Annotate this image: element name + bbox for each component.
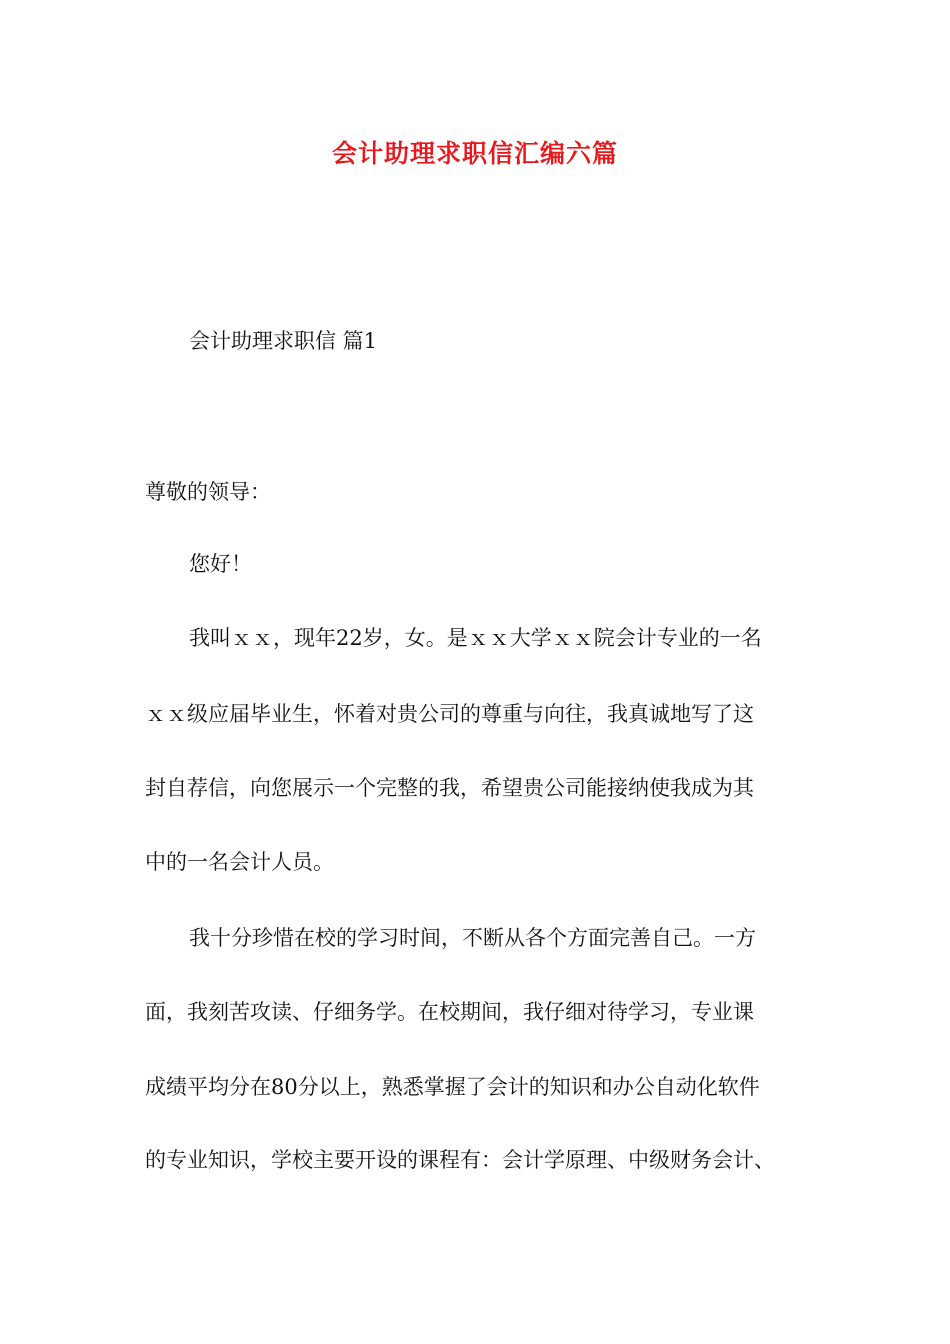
paragraph-2-line-4: 的专业知识，学校主要开设的课程有：会计学原理、中级财务会计、 [145,1148,775,1172]
paragraph-2-line-1: 我十分珍惜在校的学习时间，不断从各个方面完善自己。一方 [189,926,756,950]
paragraph-1-line-2: ｘｘ级应届毕业生，怀着对贵公司的尊重与向往，我真诚地写了这 [145,702,754,726]
paragraph-1-line-1: 我叫ｘｘ，现年22岁，女。是ｘｘ大学ｘｘ院会计专业的一名 [189,626,762,650]
document-title: 会计助理求职信汇编六篇 [331,139,618,168]
paragraph-1-line-3: 封自荐信，向您展示一个完整的我，希望贵公司能接纳使我成为其 [145,776,754,800]
greeting: 您好！ [189,552,252,576]
paragraph-1-line-4: 中的一名会计人员。 [145,850,334,874]
salutation: 尊敬的领导： [145,480,271,504]
paragraph-2-line-2: 面，我刻苦攻读、仔细务学。在校期间，我仔细对待学习，专业课 [145,1000,754,1024]
section-heading: 会计助理求职信 篇1 [189,329,378,353]
paragraph-2-line-3: 成绩平均分在80分以上，熟悉掌握了会计的知识和办公自动化软件 [145,1075,760,1099]
